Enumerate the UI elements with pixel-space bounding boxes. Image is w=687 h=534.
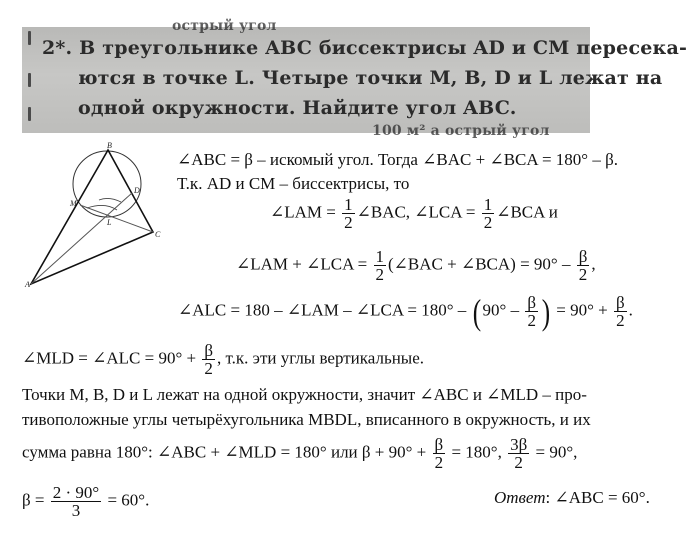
answer-label: Ответ: [494, 488, 546, 507]
margin-mark: [28, 107, 31, 121]
text-segment: = 180°,: [447, 442, 507, 462]
fraction-numerator: 1: [483, 195, 493, 214]
answer-value: : ∠ABC = 60°.: [545, 488, 650, 507]
fraction-beta-half: [202, 342, 215, 377]
text-segment: ∠LAM + ∠LCA =: [236, 254, 372, 274]
text-segment: сумма равна 180°: ∠ABC + ∠MLD = 180° или β + 90° +: [22, 442, 431, 462]
fraction-numerator: 3β: [510, 435, 528, 454]
margin-mark: [28, 73, 31, 87]
solution-line-2: Т.к. AD и CM – биссектрисы, то: [177, 174, 410, 193]
fraction-denominator: 2: [514, 453, 523, 472]
fraction-denominator: 2: [344, 213, 353, 232]
text-segment: ,: [591, 254, 596, 274]
text-segment: ∠MLD = ∠ALC = 90° +: [22, 348, 201, 368]
fraction-numerator: 1: [344, 195, 353, 214]
fraction-result: [51, 484, 101, 519]
paren-close: ): [541, 291, 551, 332]
point-label-d: D: [134, 186, 140, 195]
solution-line-5: [178, 291, 633, 332]
text-segment: (∠BAC + ∠BCA) = 90° –: [388, 254, 575, 274]
solution-line-4: [236, 248, 596, 283]
point-label-b: B: [107, 141, 112, 150]
point-label-c: C: [155, 230, 161, 239]
solution-line-6: [22, 342, 424, 377]
task-line-3: одной окружности. Найдите угол ABC.: [78, 97, 517, 119]
fraction-denominator: 2: [578, 265, 588, 284]
fraction-numerator: β: [578, 247, 588, 266]
triangle-abc: [31, 150, 153, 284]
fraction-denominator: 2: [204, 359, 213, 378]
fraction-numerator: β: [434, 435, 444, 454]
paragraph-line-3: [22, 436, 577, 471]
fraction-beta-half: [525, 294, 538, 329]
bisector-cm: [80, 205, 153, 232]
margin-mark: [28, 31, 31, 45]
task-line-1: 2*. В треугольнике ABC биссектрисы AD и CM пересека-: [42, 37, 687, 59]
bisector-ad: [31, 193, 132, 284]
text-segment: = 90°,: [531, 442, 578, 462]
final-line: [22, 484, 149, 519]
photo-cut-line-top: острый угол: [172, 18, 277, 34]
fraction-half: [342, 196, 355, 231]
fraction-numerator: β: [204, 341, 213, 360]
text-segment: 90° –: [482, 300, 524, 320]
text-segment: = 60°.: [103, 490, 150, 510]
paragraph-line-1: Точки M, B, D и L лежат на одной окружности, значит ∠ABC и ∠MLD – про-: [22, 385, 587, 404]
triangle-diagram: [25, 140, 175, 290]
angle-arc: [99, 198, 121, 202]
fraction-denominator: 2: [434, 453, 444, 472]
text-segment: ∠BAC, ∠LCA =: [356, 202, 480, 222]
fraction-numerator: 1: [375, 247, 385, 266]
fraction-denominator: 2: [483, 213, 493, 232]
fraction-denominator: 2: [527, 311, 536, 330]
fraction-three-beta-half: [508, 436, 529, 471]
fraction-half: [482, 196, 495, 231]
fraction-beta-half: [614, 294, 627, 329]
paragraph-line-2: тивоположные углы четырёхугольника MBDL, вписанного в окружность, и их: [22, 410, 591, 429]
text-segment: ∠BCA и: [496, 202, 558, 222]
fraction-numerator: 2 · 90°: [52, 483, 100, 502]
fraction-beta-half: [577, 248, 590, 283]
paren-open: (: [472, 291, 481, 332]
solution-line-1: ∠ABC = β – искомый угол. Тогда ∠BAC + ∠BCA = 180° – β.: [177, 150, 618, 169]
point-label-a: A: [25, 280, 30, 289]
fraction-numerator: β: [527, 293, 537, 312]
point-label-m: M: [70, 199, 77, 208]
task-line-2: ются в точке L. Четыре точки M, B, D и L лежат на: [78, 67, 663, 89]
fraction-half: [374, 248, 387, 283]
text-segment: β =: [22, 490, 49, 510]
task-photo: [22, 18, 687, 139]
text-segment: , т.к. эти углы вертикальные.: [216, 348, 425, 368]
fraction-beta-half: [433, 436, 446, 471]
text-segment: .: [628, 300, 633, 320]
answer: [494, 488, 650, 508]
text-segment: = 90° +: [552, 300, 612, 320]
photo-cut-line-bottom: 100 м² a острый угол: [372, 123, 550, 139]
circumscribed-circle: [73, 151, 141, 217]
point-label-l: L: [107, 218, 112, 227]
text-segment: ∠ALC = 180 – ∠LAM – ∠LCA = 180° –: [178, 300, 471, 320]
text-segment: ∠LAM =: [270, 202, 341, 222]
solution-line-3: [270, 196, 558, 231]
fraction-numerator: β: [616, 293, 625, 312]
fraction-denominator: 2: [375, 265, 385, 284]
fraction-denominator: 3: [71, 501, 81, 520]
fraction-denominator: 2: [616, 311, 625, 330]
